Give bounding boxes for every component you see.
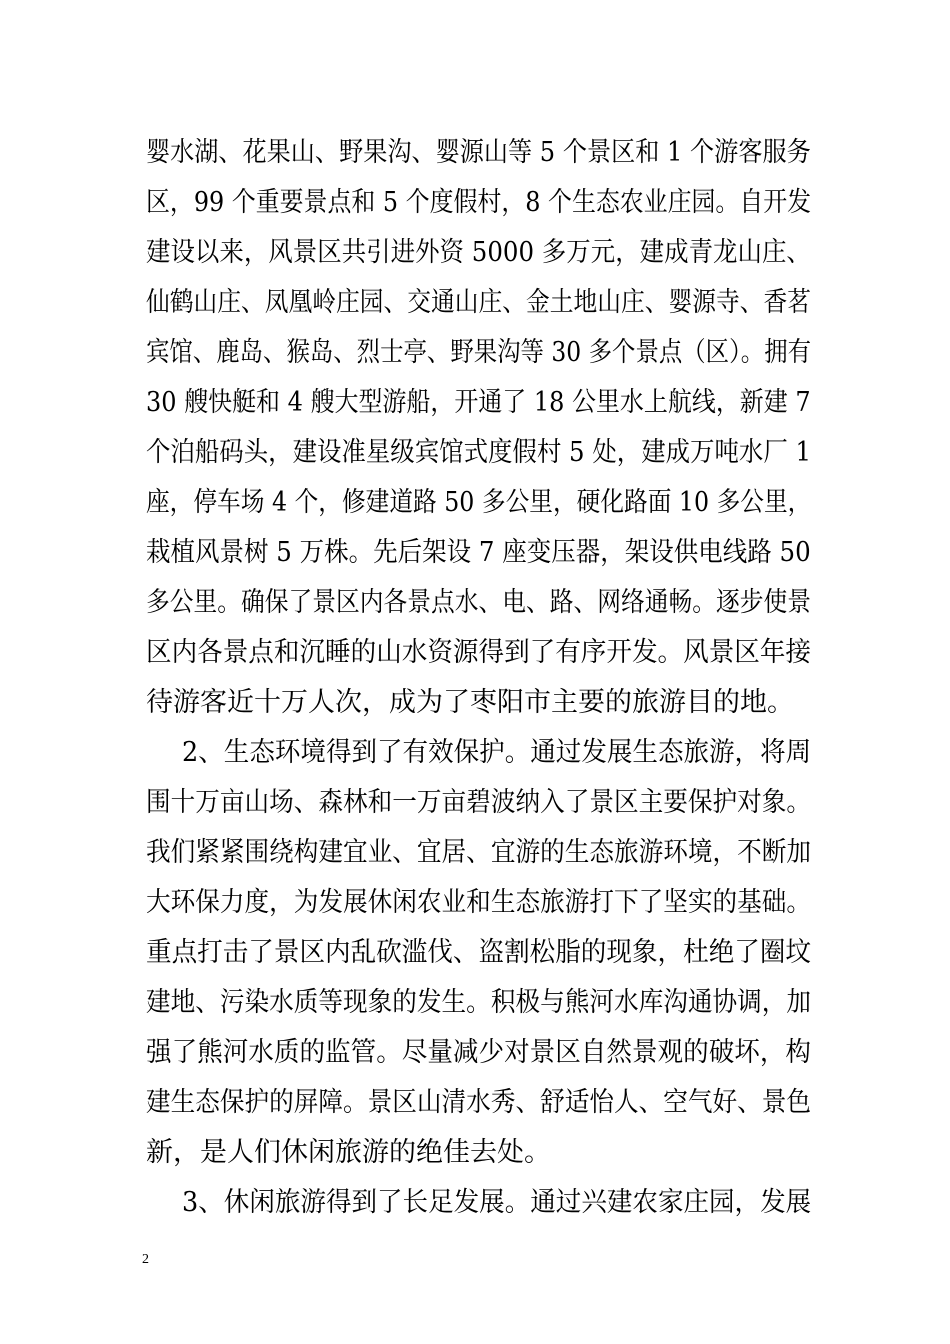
text-line: 强了熊河水质的监管。尽量减少对景区自然景观的破坏，构 — [146, 1037, 811, 1068]
text-line: 区，99 个重要景点和 5 个度假村，8 个生态农业庄园。自开发 — [146, 187, 812, 218]
text-line: 婴水湖、花果山、野果沟、婴源山等 5 个景区和 1 个游客服务 — [146, 137, 811, 168]
text-line: 新，是人们休闲旅游的绝佳去处。 — [146, 1137, 551, 1168]
text-line: 重点打击了景区内乱砍滥伐、盗割松脂的现象，杜绝了圈坟 — [146, 937, 811, 968]
text-line: 宾馆、鹿岛、猴岛、烈士亭、野果沟等 30 多个景点（区）。拥有 — [146, 337, 812, 368]
text-line: 围十万亩山场、森林和一万亩碧波纳入了景区主要保护对象。 — [146, 787, 811, 818]
text-line: 建生态保护的屏障。景区山清水秀、舒适怡人、空气好、景色 — [146, 1087, 811, 1118]
text-line: 我们紧紧围绕构建宜业、宜居、宜游的生态旅游环境，不断加 — [146, 837, 811, 868]
text-line: 栽植风景树 5 万株。先后架设 7 座变压器，架设供电线路 50 — [146, 537, 811, 568]
text-line: 区内各景点和沉睡的山水资源得到了有序开发。风景区年接 — [146, 637, 811, 668]
text-line: 座，停车场 4 个，修建道路 50 多公里，硬化路面 10 多公里， — [146, 487, 812, 518]
text-line: 建设以来，风景区共引进外资 5000 多万元，建成青龙山庄、 — [146, 237, 811, 268]
text-line: 待游客近十万人次，成为了枣阳市主要的旅游目的地。 — [146, 687, 794, 718]
text-line: 2、生态环境得到了有效保护。通过发展生态旅游，将周 — [182, 737, 812, 768]
text-line: 大环保力度，为发展休闲农业和生态旅游打下了坚实的基础。 — [146, 887, 811, 918]
text-line: 30 艘快艇和 4 艘大型游船，开通了 18 公里水上航线，新建 7 — [146, 387, 811, 418]
text-line: 仙鹤山庄、凤凰岭庄园、交通山庄、金土地山庄、婴源寺、香茗 — [146, 287, 811, 318]
text-line: 个泊船码头，建设准星级宾馆式度假村 5 处，建成万吨水厂 1 — [146, 437, 812, 468]
text-line: 3、休闲旅游得到了长足发展。通过兴建农家庄园，发展 — [182, 1187, 812, 1218]
text-line: 多公里。确保了景区内各景点水、电、路、网络通畅。逐步使景 — [146, 587, 811, 618]
text-line: 建地、污染水质等现象的发生。积极与熊河水库沟通协调，加 — [146, 987, 811, 1018]
page-number: 2 — [142, 1252, 149, 1267]
